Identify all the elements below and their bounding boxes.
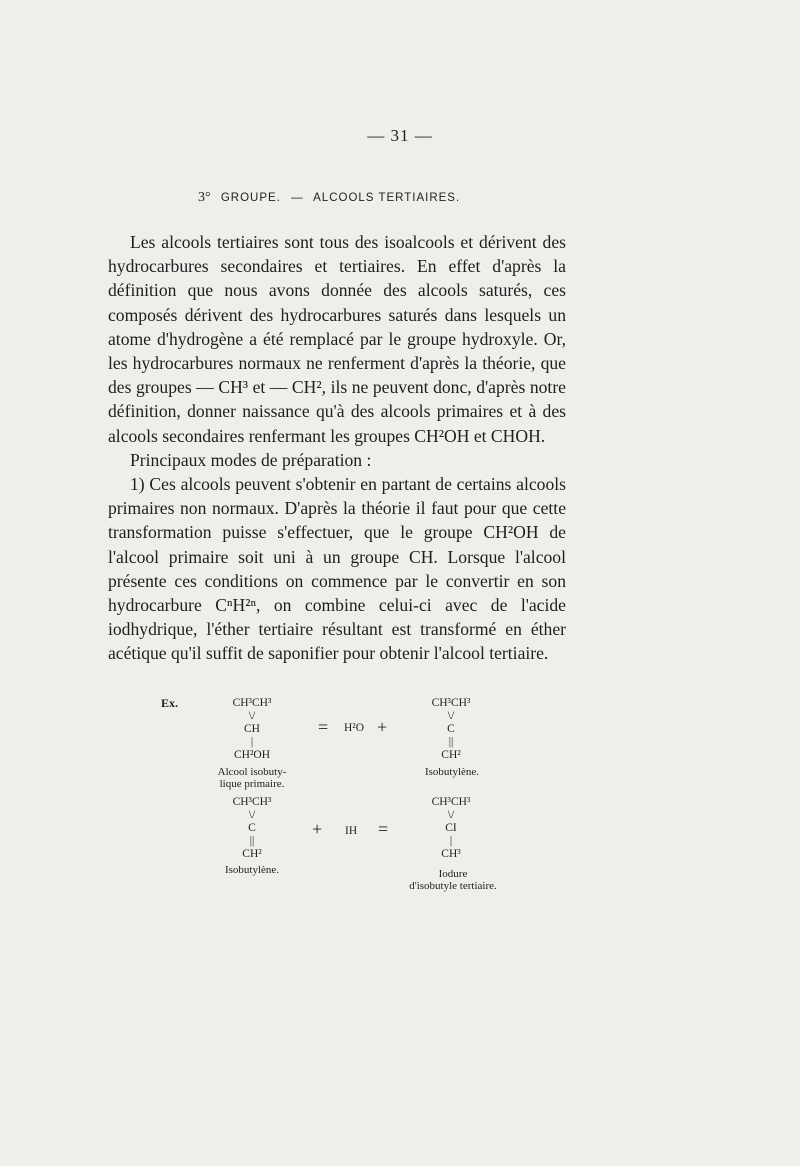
paragraph-preparation-heading: Principaux modes de préparation :: [130, 449, 372, 470]
reactant-formula-2: CH³CH³ \/ C || CH²: [232, 796, 272, 860]
heading-number: 3°: [198, 190, 211, 205]
heading-word: GROUPE.: [220, 192, 281, 204]
paragraph-method-1: 1) Ces alcools peuvent s'obtenir en partant de certains alcools primaires non normaux. D'après la théorie il faut pour que cette transformation puisse s'effectuer, que le groupe CH²OH de l'alcool primaire soit uni à un groupe CH. Lorsque l'alcool présente ces conditions on commence par le convertir en son hydrocarbure CⁿH²ⁿ, on combine celui-ci avec de l'acide iodhydrique, l'éther tertiaire résultant est transformé en éther acétique qu'il suffit de saponifier pour obtenir l'alcool tertiaire.: [108, 474, 566, 664]
product-formula-1: CH³CH³ \/ C || CH²: [431, 697, 471, 761]
product-name-1: Isobutylène.: [424, 766, 480, 778]
acid-formula: IH: [345, 825, 358, 837]
example-label: Ex.: [161, 696, 179, 710]
water-formula: H²O: [344, 722, 365, 734]
body-text: [108, 230, 566, 666]
reactant-formula-1: CH³CH³ \/ CH | CH²OH: [232, 697, 272, 761]
page-number: — 31 —: [367, 126, 433, 145]
reactant-name-2: Isobutylène.: [224, 864, 280, 876]
plus-sign-1: +: [377, 717, 388, 737]
heading-title: ALCOOLS TERTIAIRES.: [313, 192, 461, 204]
product-formula-2: CH³CH³ \/ CI | CH³: [431, 796, 471, 860]
product-name-2: Iodure d'isobutyle tertiaire.: [409, 868, 497, 892]
reactant-name-1: Alcool isobuty- lique primaire.: [217, 766, 287, 790]
plus-sign-2: +: [312, 819, 323, 839]
paragraph-intro: Les alcools tertiaires sont tous des isoalcools et dérivent des hydrocarbures secondaires et tertiaires. En effet d'après la définition que nous avons donnée des alcools saturés, ces composés dérivent des hydrocarbures saturés dans lesquels un atome d'hydrogène a été remplacé par le groupe hydroxyle. Or, les hydrocarbures normaux ne renferment d'après la théorie, que des groupes — CH³ et — CH², ils ne peuvent donc, d'après notre définition, donner naissance qu'à des alcools primaires et à des alcools secondaires renfermant les groupes CH²OH et CHOH.: [108, 232, 566, 446]
section-heading: [198, 190, 460, 206]
equals-sign-1: =: [318, 717, 329, 737]
heading-dash: —: [291, 192, 304, 204]
equals-sign-2: =: [378, 819, 389, 839]
